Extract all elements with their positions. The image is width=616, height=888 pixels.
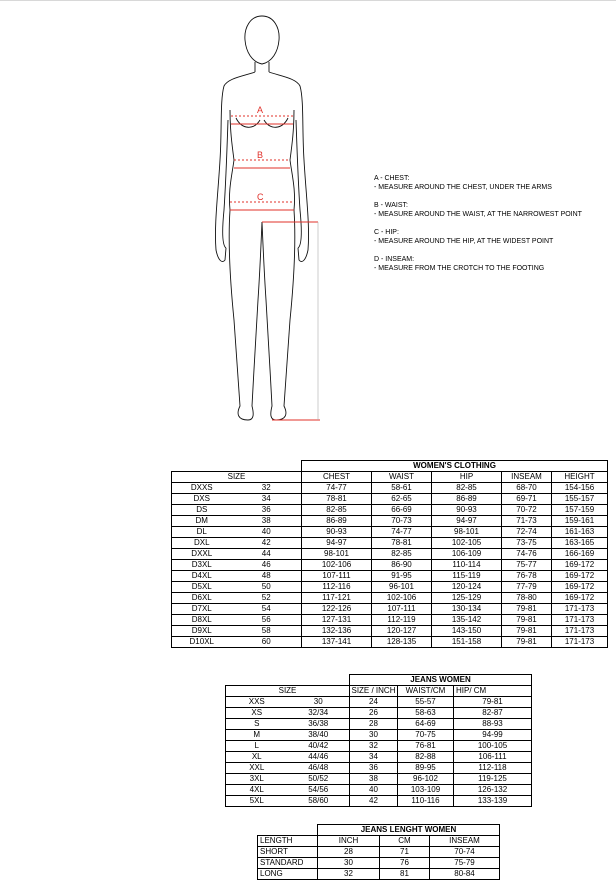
table-cell: 103-109	[398, 785, 454, 796]
table-cell: 82-88	[398, 752, 454, 763]
table-row	[226, 719, 532, 730]
table-cell: 171-173	[552, 626, 608, 637]
table-cell: 38	[350, 774, 398, 785]
table-cell: 58	[232, 626, 302, 637]
table-cell: DL	[172, 527, 232, 538]
table-cell: 86-90	[372, 560, 432, 571]
table-cell: D8XL	[172, 615, 232, 626]
table-cell: 36	[350, 763, 398, 774]
womens-clothing-table	[171, 460, 608, 648]
table-cell: 44	[232, 549, 302, 560]
table-row	[172, 538, 608, 549]
table-cell: 32/34	[288, 708, 350, 719]
table-row	[172, 637, 608, 648]
table-cell: 74-76	[502, 549, 552, 560]
table-cell: 157-159	[552, 505, 608, 516]
table-cell: 120-124	[432, 582, 502, 593]
table-cell: 54	[232, 604, 302, 615]
table-cell: 126-132	[454, 785, 532, 796]
table-cell: 169-172	[552, 571, 608, 582]
table-cell: 169-172	[552, 582, 608, 593]
table-cell: 171-173	[552, 637, 608, 648]
table-cell: 26	[350, 708, 398, 719]
table-cell: 94-97	[302, 538, 372, 549]
table-cell: 24	[350, 697, 398, 708]
table-cell: 42	[232, 538, 302, 549]
table-cell: 32	[232, 483, 302, 494]
table-row	[226, 774, 532, 785]
table-cell: DXXS	[172, 483, 232, 494]
table-cell: 128-135	[372, 637, 432, 648]
table-cell: 40	[232, 527, 302, 538]
table-cell: 79-81	[502, 637, 552, 648]
table-cell: 112-116	[302, 582, 372, 593]
jeans-length-table	[257, 824, 500, 880]
table-cell: 3XL	[226, 774, 288, 785]
table-cell: 82-85	[432, 483, 502, 494]
length-table-body	[258, 847, 500, 880]
table-cell: 70-72	[502, 505, 552, 516]
table-cell: XS	[226, 708, 288, 719]
table-cell: 81	[380, 869, 430, 880]
table-cell: 132-136	[302, 626, 372, 637]
table-cell: 161-163	[552, 527, 608, 538]
table-cell: 96-101	[372, 582, 432, 593]
table-cell: 169-172	[552, 560, 608, 571]
measure-lines	[230, 116, 320, 420]
table-cell: 78-81	[302, 494, 372, 505]
table-cell: D10XL	[172, 637, 232, 648]
table-cell: DXS	[172, 494, 232, 505]
table-cell: 102-106	[372, 593, 432, 604]
table-cell: 32	[350, 741, 398, 752]
table-row	[172, 483, 608, 494]
table-cell: 78-81	[372, 538, 432, 549]
table-cell: 98-101	[302, 549, 372, 560]
table-cell: 79-81	[502, 604, 552, 615]
table-cell: 56	[232, 615, 302, 626]
table-cell: 110-114	[432, 560, 502, 571]
table-cell: 90-93	[302, 527, 372, 538]
table-cell: D7XL	[172, 604, 232, 615]
table-cell: 73-75	[502, 538, 552, 549]
table-cell: 169-172	[552, 593, 608, 604]
table-row	[172, 505, 608, 516]
table-cell: 66-69	[372, 505, 432, 516]
table-cell: 135-142	[432, 615, 502, 626]
table-cell: 166-169	[552, 549, 608, 560]
table-cell: 28	[318, 847, 380, 858]
table-cell: 80-84	[430, 869, 500, 880]
table-cell: 110-116	[398, 796, 454, 807]
table-cell: 75-77	[502, 560, 552, 571]
table-cell: D4XL	[172, 571, 232, 582]
table-cell: 60	[232, 637, 302, 648]
table-cell: D6XL	[172, 593, 232, 604]
table-row	[172, 593, 608, 604]
table-cell: 102-105	[432, 538, 502, 549]
table-cell: 38	[232, 516, 302, 527]
jeans-header-row: SIZE SIZE / INCH WAIST/CM HIP/ CM	[226, 686, 532, 697]
table-cell: 154-156	[552, 483, 608, 494]
table-row	[258, 869, 500, 880]
table-cell: 143-150	[432, 626, 502, 637]
table-cell: XL	[226, 752, 288, 763]
table-cell: 30	[350, 730, 398, 741]
table-cell: 79-81	[454, 697, 532, 708]
table-cell: 171-173	[552, 604, 608, 615]
table-cell: 70-73	[372, 516, 432, 527]
table-cell: 62-65	[372, 494, 432, 505]
table-row	[172, 494, 608, 505]
table-cell: 78-80	[502, 593, 552, 604]
jeans-table-title: JEANS WOMEN	[350, 675, 532, 686]
table-cell: 76-78	[502, 571, 552, 582]
table-cell: 71	[380, 847, 430, 858]
legend-inseam: D - INSEAM: - MEASURE FROM THE CROTCH TO THE FOOTING	[374, 256, 545, 272]
table-cell: 119-125	[454, 774, 532, 785]
table-cell: 130-134	[432, 604, 502, 615]
table-cell: 106-109	[432, 549, 502, 560]
table-cell: XXS	[226, 697, 288, 708]
table-cell: 32	[318, 869, 380, 880]
table-cell: 42	[350, 796, 398, 807]
table-cell: 82-85	[302, 505, 372, 516]
table-cell: 125-129	[432, 593, 502, 604]
table-cell: XXL	[226, 763, 288, 774]
table-cell: 106-111	[454, 752, 532, 763]
table-cell: 58/60	[288, 796, 350, 807]
measurement-legend	[374, 174, 610, 282]
jeans-women-table	[225, 674, 532, 807]
table-cell: 36/38	[288, 719, 350, 730]
table-cell: 68-70	[502, 483, 552, 494]
table-row	[172, 582, 608, 593]
table-cell: 71-73	[502, 516, 552, 527]
table-cell: DXL	[172, 538, 232, 549]
table-cell: 163-165	[552, 538, 608, 549]
table-cell: M	[226, 730, 288, 741]
table-cell: 107-111	[372, 604, 432, 615]
table-cell: 54/56	[288, 785, 350, 796]
table-cell: 69-71	[502, 494, 552, 505]
table-cell: 82-87	[454, 708, 532, 719]
table-cell: 46/48	[288, 763, 350, 774]
table-cell: 120-127	[372, 626, 432, 637]
table-cell: 50/52	[288, 774, 350, 785]
table-cell: 58-63	[398, 708, 454, 719]
length-header-row: LENGTH INCH CM INSEAM	[258, 836, 500, 847]
table-cell: 151-158	[432, 637, 502, 648]
table-cell: 100-105	[454, 741, 532, 752]
table-row	[226, 708, 532, 719]
table-cell: 79-81	[502, 615, 552, 626]
table-cell: 70-75	[398, 730, 454, 741]
table-cell: 155-157	[552, 494, 608, 505]
table-cell: 86-89	[302, 516, 372, 527]
table-cell: STANDARD	[258, 858, 318, 869]
table-cell: LONG	[258, 869, 318, 880]
womens-header-row: SIZE CHEST WAIST HIP INSEAM HEIGHT	[172, 472, 608, 483]
body-outline	[215, 16, 308, 420]
table-row	[172, 560, 608, 571]
table-cell: 34	[232, 494, 302, 505]
table-cell: 46	[232, 560, 302, 571]
table-row	[172, 615, 608, 626]
table-cell: 4XL	[226, 785, 288, 796]
table-cell: 74-77	[302, 483, 372, 494]
table-cell: 98-101	[432, 527, 502, 538]
table-cell: 36	[232, 505, 302, 516]
table-cell: SHORT	[258, 847, 318, 858]
table-cell: 76-81	[398, 741, 454, 752]
table-cell: 94-99	[454, 730, 532, 741]
table-cell: 58-61	[372, 483, 432, 494]
table-cell: 76	[380, 858, 430, 869]
table-row	[226, 752, 532, 763]
table-cell: 40	[350, 785, 398, 796]
table-cell: DS	[172, 505, 232, 516]
table-cell: 159-161	[552, 516, 608, 527]
legend-hip: C - HIP: - MEASURE AROUND THE HIP, AT THE WIDEST POINT	[374, 229, 554, 245]
jeans-table-body	[226, 697, 532, 807]
table-cell: 75-79	[430, 858, 500, 869]
table-cell: 72-74	[502, 527, 552, 538]
top-divider	[0, 0, 616, 1]
table-row	[226, 785, 532, 796]
table-cell: 88-93	[454, 719, 532, 730]
table-cell: 30	[288, 697, 350, 708]
table-cell: D3XL	[172, 560, 232, 571]
table-cell: 117-121	[302, 593, 372, 604]
table-cell: 55-57	[398, 697, 454, 708]
womens-table-title: WOMEN'S CLOTHING	[302, 461, 608, 472]
table-row	[258, 858, 500, 869]
table-cell: 94-97	[432, 516, 502, 527]
label-a: A	[257, 105, 264, 115]
length-table-title: JEANS LENGHT WOMEN	[318, 825, 500, 836]
table-cell: 44/46	[288, 752, 350, 763]
table-cell: 171-173	[552, 615, 608, 626]
table-cell: 70-74	[430, 847, 500, 858]
table-cell: D9XL	[172, 626, 232, 637]
table-cell: 5XL	[226, 796, 288, 807]
table-row	[226, 796, 532, 807]
legend-chest: A - CHEST: - MEASURE AROUND THE CHEST, UNDER THE ARMS	[374, 175, 552, 191]
table-cell: 102-106	[302, 560, 372, 571]
table-row	[172, 527, 608, 538]
table-cell: 89-95	[398, 763, 454, 774]
table-cell: 137-141	[302, 637, 372, 648]
table-row	[172, 549, 608, 560]
table-row	[226, 730, 532, 741]
table-cell: 82-85	[372, 549, 432, 560]
table-row	[172, 604, 608, 615]
legend-waist: B - WAIST: - MEASURE AROUND THE WAIST, AT THE NARROWEST POINT	[374, 202, 582, 218]
table-cell: L	[226, 741, 288, 752]
table-cell: DM	[172, 516, 232, 527]
table-cell: 115-119	[432, 571, 502, 582]
table-cell: S	[226, 719, 288, 730]
table-cell: 28	[350, 719, 398, 730]
table-row	[226, 763, 532, 774]
table-cell: 74-77	[372, 527, 432, 538]
label-b: B	[257, 150, 264, 160]
table-cell: 86-89	[432, 494, 502, 505]
table-cell: 91-95	[372, 571, 432, 582]
table-row	[258, 847, 500, 858]
table-cell: 112-119	[372, 615, 432, 626]
table-row	[226, 741, 532, 752]
label-c: C	[257, 192, 264, 202]
table-cell: 52	[232, 593, 302, 604]
table-row	[226, 697, 532, 708]
table-cell: 34	[350, 752, 398, 763]
table-cell: 38/40	[288, 730, 350, 741]
table-cell: 112-118	[454, 763, 532, 774]
table-cell: 90-93	[432, 505, 502, 516]
table-row	[172, 571, 608, 582]
table-cell: 40/42	[288, 741, 350, 752]
table-cell: 96-102	[398, 774, 454, 785]
table-cell: 77-79	[502, 582, 552, 593]
table-cell: 30	[318, 858, 380, 869]
table-cell: 48	[232, 571, 302, 582]
table-cell: 50	[232, 582, 302, 593]
table-cell: 122-126	[302, 604, 372, 615]
table-row	[172, 516, 608, 527]
womens-table-body	[172, 483, 608, 648]
table-cell: 133-139	[454, 796, 532, 807]
table-cell: 64-69	[398, 719, 454, 730]
body-figure	[200, 10, 340, 430]
table-cell: DXXL	[172, 549, 232, 560]
table-row	[172, 626, 608, 637]
table-cell: 127-131	[302, 615, 372, 626]
table-cell: 107-111	[302, 571, 372, 582]
table-cell: D5XL	[172, 582, 232, 593]
table-cell: 79-81	[502, 626, 552, 637]
